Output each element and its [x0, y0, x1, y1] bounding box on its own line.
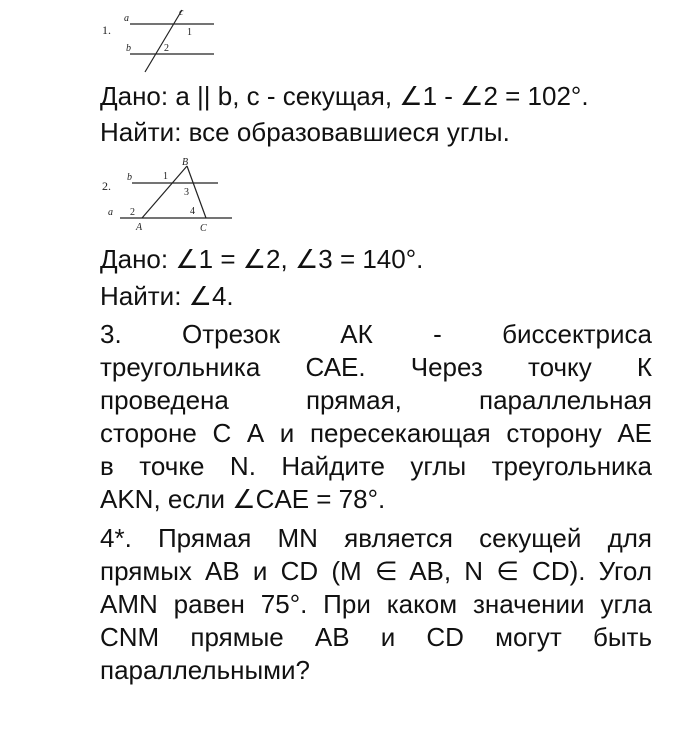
problem-2-given: Дано: ∠1 = ∠2, ∠3 = 140°.	[100, 244, 424, 274]
problem-3-line: AKN, если ∠CAE = 78°.	[100, 484, 386, 514]
angle-1-label: 1	[163, 171, 168, 182]
label-a: a	[108, 207, 113, 218]
problem-4-line: прямых АВ и CD (M ∈ AB, N ∈ CD). Угол	[100, 556, 652, 586]
problem-3-line: проведена прямая, параллельная	[100, 385, 652, 415]
label-c: c	[179, 7, 184, 18]
angle-2-label: 2	[164, 43, 169, 54]
label-b: b	[126, 43, 131, 54]
problem-3-line: треугольника САЕ. Через точку К	[100, 352, 652, 382]
problem-3	[100, 318, 652, 516]
secant-c	[145, 10, 182, 72]
problem-4-line: 4*. Прямая MN является секущей для	[100, 523, 652, 553]
problem-2-find: Найти: ∠4.	[100, 281, 234, 311]
problem-4	[100, 522, 652, 687]
problem-1-find: Найти: все образовавшиеся углы.	[100, 117, 510, 147]
problem-4-line: CNM прямые AB и CD могут быть	[100, 622, 652, 652]
angle-1-label: 1	[187, 27, 192, 38]
angle-2-label: 2	[130, 207, 135, 218]
vertex-b-label: B	[182, 157, 189, 168]
problem-4-line: параллельными?	[100, 655, 311, 685]
problem-3-line: стороне С А и пересекающая сторону АЕ	[100, 418, 652, 448]
angle-4-label: 4	[190, 206, 195, 217]
vertex-a-label: A	[136, 222, 143, 233]
problem-4-line: AMN равен 75°. При каком значении угла	[100, 589, 652, 619]
problem-1-given: Дано: a || b, c - секущая, ∠1 - ∠2 = 102°.	[100, 81, 589, 111]
figure-2-triangle	[100, 155, 240, 237]
problem-3-line: в точке N. Найдите углы треугольника	[100, 451, 652, 481]
figure-1-parallel-lines	[100, 4, 230, 76]
vertex-c-label: C	[200, 223, 207, 234]
figure-2-number: 2.	[102, 179, 111, 193]
figure-1-number: 1.	[102, 23, 111, 37]
problem-3-line: 3. Отрезок АК - биссектриса	[100, 319, 652, 349]
angle-3-label: 3	[184, 187, 189, 198]
label-b: b	[127, 172, 132, 183]
label-a: a	[124, 13, 129, 24]
